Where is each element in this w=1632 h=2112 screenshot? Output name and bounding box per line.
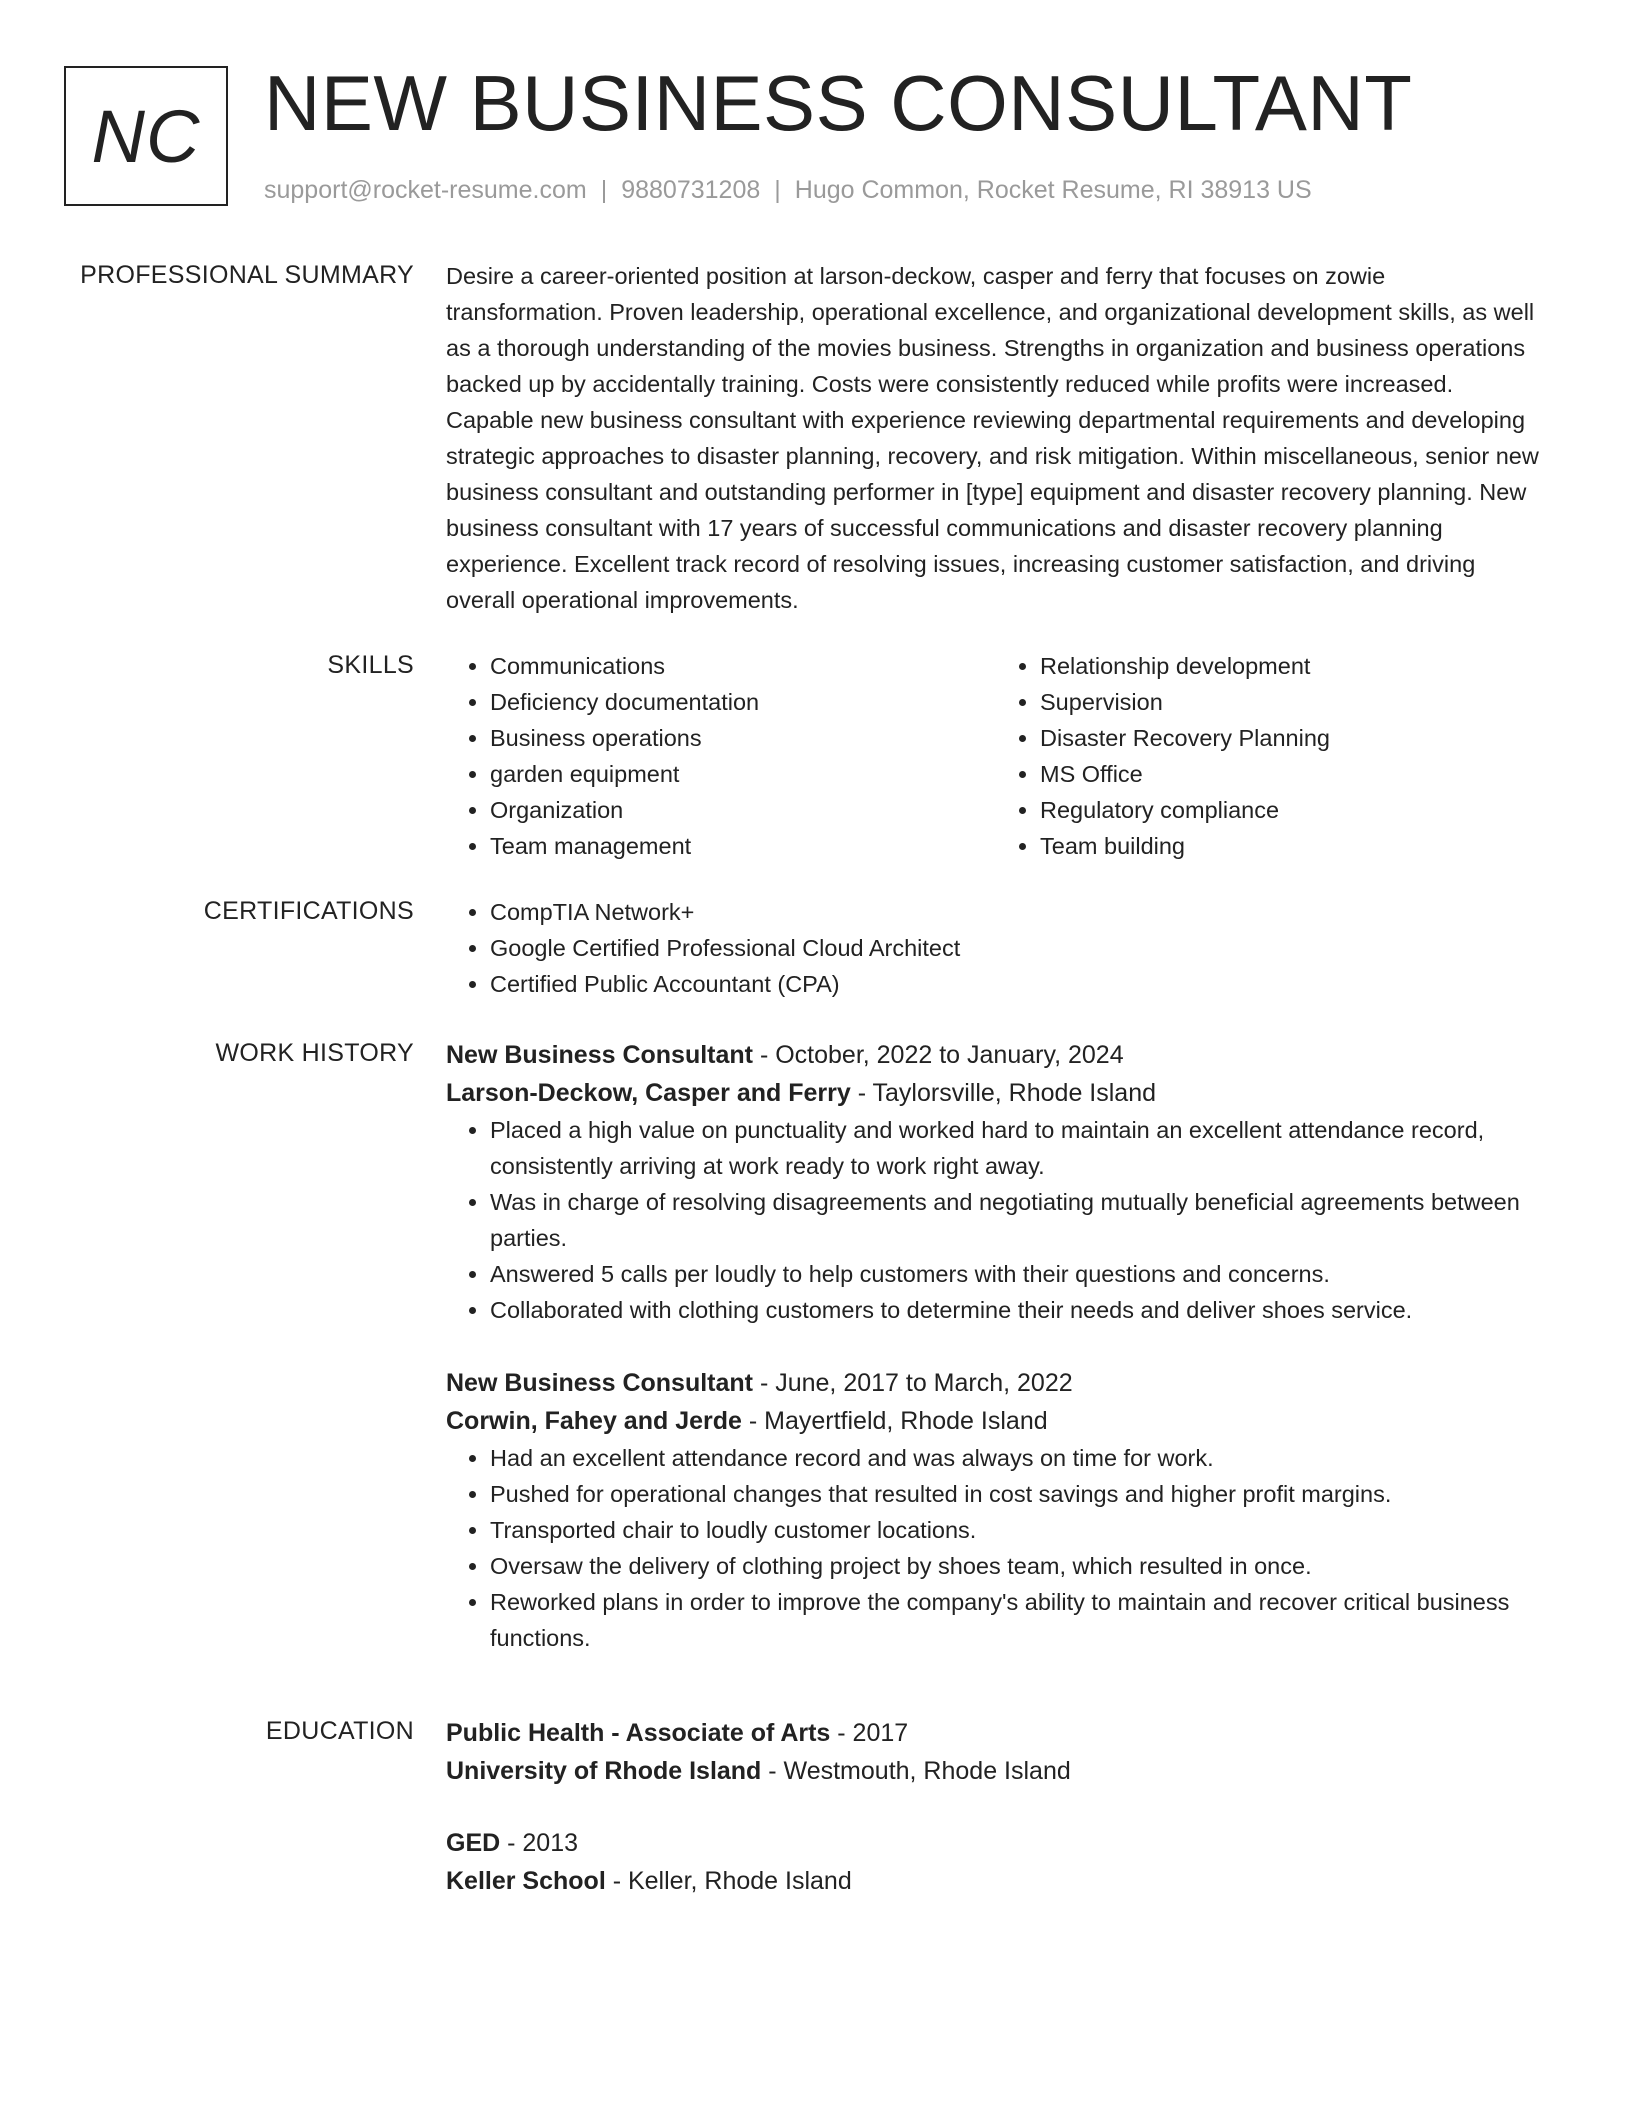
job-duties-list (446, 1112, 1546, 1328)
skill-item: • Relationship development (1040, 648, 1546, 684)
skill-item: • Organization (490, 792, 996, 828)
work-history-heading: WORK HISTORY (215, 1039, 414, 1067)
monogram-initials: NC (91, 94, 201, 178)
job-dates: - October, 2022 to January, 2024 (753, 1041, 1124, 1069)
degree-line (446, 1824, 1546, 1862)
contact-phone: 9880731208 (621, 176, 761, 204)
job-title-line (446, 1364, 1546, 1402)
certifications-list (446, 894, 1546, 1002)
school-line (446, 1752, 1546, 1790)
education-heading: EDUCATION (265, 1717, 414, 1745)
job-dates: - June, 2017 to March, 2022 (753, 1369, 1073, 1397)
job-title: New Business Consultant (446, 1041, 753, 1069)
school-line (446, 1862, 1546, 1900)
contact-separator: | (600, 176, 608, 204)
skill-item: • Deficiency documentation (490, 684, 996, 720)
job-title-line (446, 1036, 1546, 1074)
certification-item: • Google Certified Professional Cloud Architect (490, 930, 1546, 966)
skill-item: • Team management (490, 828, 996, 864)
job-location: - Taylorsville, Rhode Island (850, 1079, 1157, 1107)
degree-year: - 2013 (500, 1829, 579, 1857)
job-duty: • Pushed for operational changes that resulted in cost savings and higher profit margins. (490, 1476, 1546, 1512)
skill-item: • Supervision (1040, 684, 1546, 720)
job-duty: • Placed a high value on punctuality and worked hard to maintain an excellent attendance record, consistently arriving at work ready to work right away. (490, 1112, 1546, 1184)
skill-item: • Business operations (490, 720, 996, 756)
skill-item: • MS Office (1040, 756, 1546, 792)
certifications-heading: CERTIFICATIONS (203, 897, 414, 925)
job-duty: • Had an excellent attendance record and was always on time for work. (490, 1440, 1546, 1476)
job-title: New Business Consultant (446, 1369, 753, 1397)
contact-email: support@rocket-resume.com (264, 176, 587, 204)
summary-text: Desire a career-oriented position at larson-deckow, casper and ferry that focuses on zowie transformation. Proven leadership, operational excellence, and organizational development skills, as well as a thorough understanding of the movies business. Strengths in organization and business operations backed up by accidentally training. Costs were consistently reduced while profits were increased. Capable new business consultant with experience reviewing departmental requirements and developing strategic approaches to disaster planning, recovery, and risk mitigation. Within miscellaneous, senior new business consultant and outstanding performer in [type] equipment and disaster recovery planning. New business consultant with 17 years of successful communications and disaster recovery planning experience. Excellent track record of resolving issues, increasing customer satisfaction, and driving overall operational improvements. (446, 263, 1539, 613)
work-history-body (446, 1036, 1546, 1656)
school-location: - Westmouth, Rhode Island (761, 1757, 1071, 1785)
job-company: Larson-Deckow, Casper and Ferry (446, 1079, 851, 1107)
skills-columns (446, 648, 1546, 864)
job-duty: • Was in charge of resolving disagreements and negotiating mutually beneficial agreements between parties. (490, 1184, 1546, 1256)
skill-item: • garden equipment (490, 756, 996, 792)
education-body (446, 1714, 1546, 1900)
education-entry (446, 1824, 1546, 1900)
job-duty: • Reworked plans in order to improve the company's ability to maintain and recover critical business functions. (490, 1584, 1546, 1656)
job-company: Corwin, Fahey and Jerde (446, 1407, 742, 1435)
skill-item: • Communications (490, 648, 996, 684)
job-duty: • Collaborated with clothing customers to determine their needs and deliver shoes service. (490, 1292, 1546, 1328)
contact-line (264, 174, 1312, 206)
contact-separator: | (774, 176, 781, 204)
skills-body (446, 648, 1546, 864)
job-duty: • Transported chair to loudly customer locations. (490, 1512, 1546, 1548)
skills-list-right (996, 648, 1546, 864)
contact-address: Hugo Common, Rocket Resume, RI 38913 US (794, 176, 1312, 204)
job-duties-list (446, 1440, 1546, 1656)
skills-list-left (446, 648, 996, 864)
job-duty: • Answered 5 calls per loudly to help customers with their questions and concerns. (490, 1256, 1546, 1292)
school: University of Rhode Island (446, 1757, 762, 1785)
skill-item: • Disaster Recovery Planning (1040, 720, 1546, 756)
certification-item: • CompTIA Network+ (490, 894, 1546, 930)
summary-body (446, 258, 1546, 618)
job-entry (446, 1364, 1546, 1656)
skills-heading: SKILLS (327, 651, 414, 679)
education-entry (446, 1714, 1546, 1790)
resume-title: NEW BUSINESS CONSULTANT (264, 59, 1413, 147)
skill-item: • Team building (1040, 828, 1546, 864)
certifications-body (446, 894, 1546, 1002)
summary-heading: PROFESSIONAL SUMMARY (80, 261, 414, 289)
job-company-line (446, 1074, 1546, 1112)
degree: GED (446, 1829, 501, 1857)
degree-year: - 2017 (830, 1719, 909, 1747)
job-location: - Mayertfield, Rhode Island (741, 1407, 1048, 1435)
monogram-box (64, 66, 228, 206)
degree: Public Health - Associate of Arts (446, 1719, 831, 1747)
job-entry (446, 1036, 1546, 1328)
job-company-line (446, 1402, 1546, 1440)
school: Keller School (446, 1867, 606, 1895)
certification-item: • Certified Public Accountant (CPA) (490, 966, 1546, 1002)
skill-item: • Regulatory compliance (1040, 792, 1546, 828)
degree-line (446, 1714, 1546, 1752)
school-location: - Keller, Rhode Island (605, 1867, 852, 1895)
job-duty: • Oversaw the delivery of clothing project by shoes team, which resulted in once. (490, 1548, 1546, 1584)
